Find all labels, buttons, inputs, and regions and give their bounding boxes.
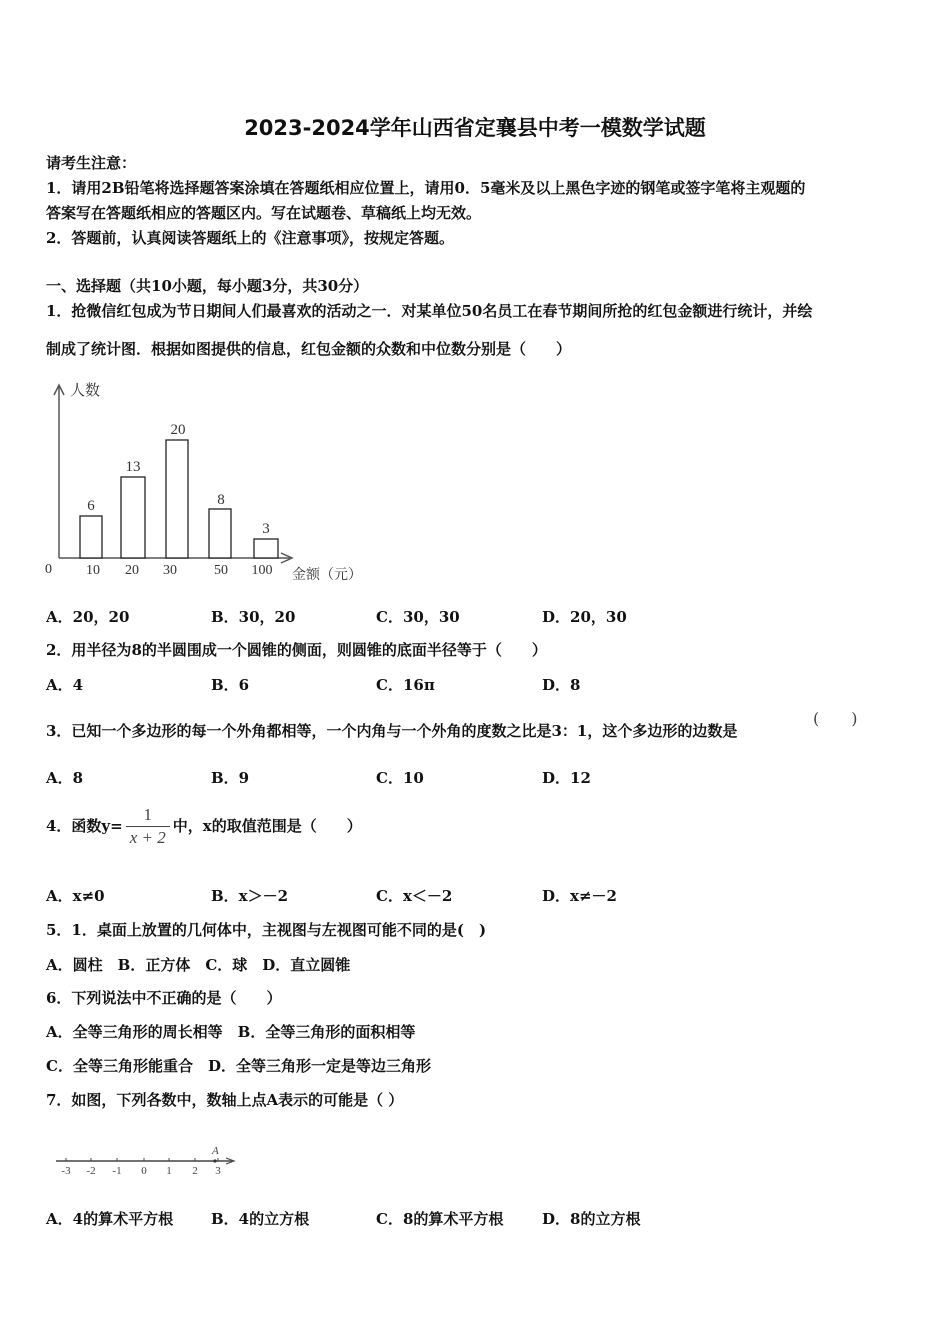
notice-heading: 请考生注意： [46,154,137,172]
q7-stem: 7．如图，下列各数中，数轴上点A表示的可能是（ ） [46,1091,404,1109]
notice-line-2: 答案写在答题纸相应的答题区内。写在试题卷、草稿纸上均无效。 [46,204,482,222]
svg-text:13: 13 [125,459,141,475]
q3-option-d: D．12 [542,769,591,787]
y-axis-label: 人数 [70,381,101,399]
bar-chart [40,375,370,590]
q4-stem-suffix: 中，x的取值范围是（ ） [172,817,362,835]
point-a-marker [213,1159,216,1162]
q6-options-line-2: C．全等三角形能重合 D．全等三角形一定是等边三角形 [46,1057,431,1075]
q3-answer-paren: ( ) [813,709,858,728]
q4-option-a: A．x≠0 [46,887,105,905]
svg-text:8: 8 [217,492,225,508]
svg-text:3: 3 [215,1165,221,1177]
q7-option-c: C．8的算术平方根 [376,1210,504,1228]
svg-text:100: 100 [251,563,273,578]
q7-option-b: B．4的立方根 [211,1210,310,1228]
q4-option-d: D．x≠－2 [542,887,617,905]
q2-option-a: A．4 [46,676,84,694]
q4-stem [46,803,362,849]
q2-option-b: B．6 [211,676,250,694]
q4-option-c: C．x＜－2 [376,887,453,905]
q1-option-d: D．20，30 [542,608,627,626]
bar-30 [163,422,188,578]
q3-stem: 3．已知一个多边形的每一个外角都相等，一个内角与一个外角的度数之比是3：1，这个多边形的边数是 [46,722,738,740]
svg-text:1: 1 [166,1165,172,1177]
page-title: 2023-2024学年山西省定襄县中考一模数学试题 [244,116,706,140]
q4-stem-prefix: 4．函数y= [46,817,123,835]
q1-option-a: A．20，20 [46,608,130,626]
q2-stem: 2．用半径为8的半圆围成一个圆锥的侧面，则圆锥的底面半径等于（ ） [46,641,547,659]
fraction-denominator: x + 2 [129,827,166,847]
svg-text:0: 0 [141,1165,147,1177]
q3-option-c: C．10 [376,769,424,787]
svg-text:6: 6 [87,498,95,514]
q4-option-b: B．x＞－2 [211,887,289,905]
svg-text:2: 2 [192,1165,198,1177]
bar-chart-svg [40,375,370,590]
origin-label: 0 [45,562,52,577]
svg-text:-1: -1 [112,1165,122,1177]
x-axis-label: 金额（元） [292,567,362,583]
bar-100 [252,521,279,578]
notice-line-1: 1．请用2B铅笔将选择题答案涂填在答题纸相应位置上，请用0．5毫米及以上黑色字迹的钢笔或签字笔将主观题的 [46,179,806,197]
number-line-svg [52,1140,262,1185]
bar-20 [121,459,145,578]
q2-option-d: D．8 [542,676,581,694]
q4-fraction [126,804,170,849]
q5-stem: 5．1．桌面上放置的几何体中，主视图与左视图可能不同的是( ) [46,921,487,939]
q3-option-b: B．9 [211,769,250,787]
svg-text:10: 10 [86,563,100,578]
q1-option-b: B．30，20 [211,608,296,626]
svg-text:50: 50 [214,563,228,578]
q1-stem-line-2: 制成了统计图．根据如图提供的信息，红包金额的众数和中位数分别是（ ） [46,340,572,358]
q5-options: A．圆柱 B．正方体 C．球 D．直立圆锥 [46,956,351,974]
bar-10 [80,498,102,578]
notice-line-3: 2．答题前，认真阅读答题纸上的《注意事项》，按规定答题。 [46,229,454,247]
fraction-numerator: 1 [126,804,170,827]
q6-stem: 6．下列说法中不正确的是（ ） [46,989,282,1007]
q7-option-d: D．8的立方根 [542,1210,641,1228]
q6-options-line-1: A．全等三角形的周长相等 B．全等三角形的面积相等 [46,1023,416,1041]
bar-50 [209,492,231,578]
q1-stem-line-1: 1．抢微信红包成为节日期间人们最喜欢的活动之一．对某单位50名员工在春节期间所抢的红包金额进行统计，并绘 [46,302,813,320]
section-heading: 一、选择题（共10小题，每小题3分，共30分） [46,277,369,295]
number-line [52,1140,262,1185]
q7-option-a: A．4的算术平方根 [46,1210,174,1228]
q1-option-c: C．30，30 [376,608,460,626]
svg-text:3: 3 [262,521,270,537]
svg-text:-2: -2 [86,1165,96,1177]
point-a-label: A [212,1145,219,1157]
svg-text:20: 20 [125,563,139,578]
svg-text:30: 30 [163,563,177,578]
svg-text:-3: -3 [61,1165,71,1177]
svg-text:20: 20 [170,422,186,438]
q2-option-c: C．16π [376,676,435,694]
q3-option-a: A．8 [46,769,84,787]
